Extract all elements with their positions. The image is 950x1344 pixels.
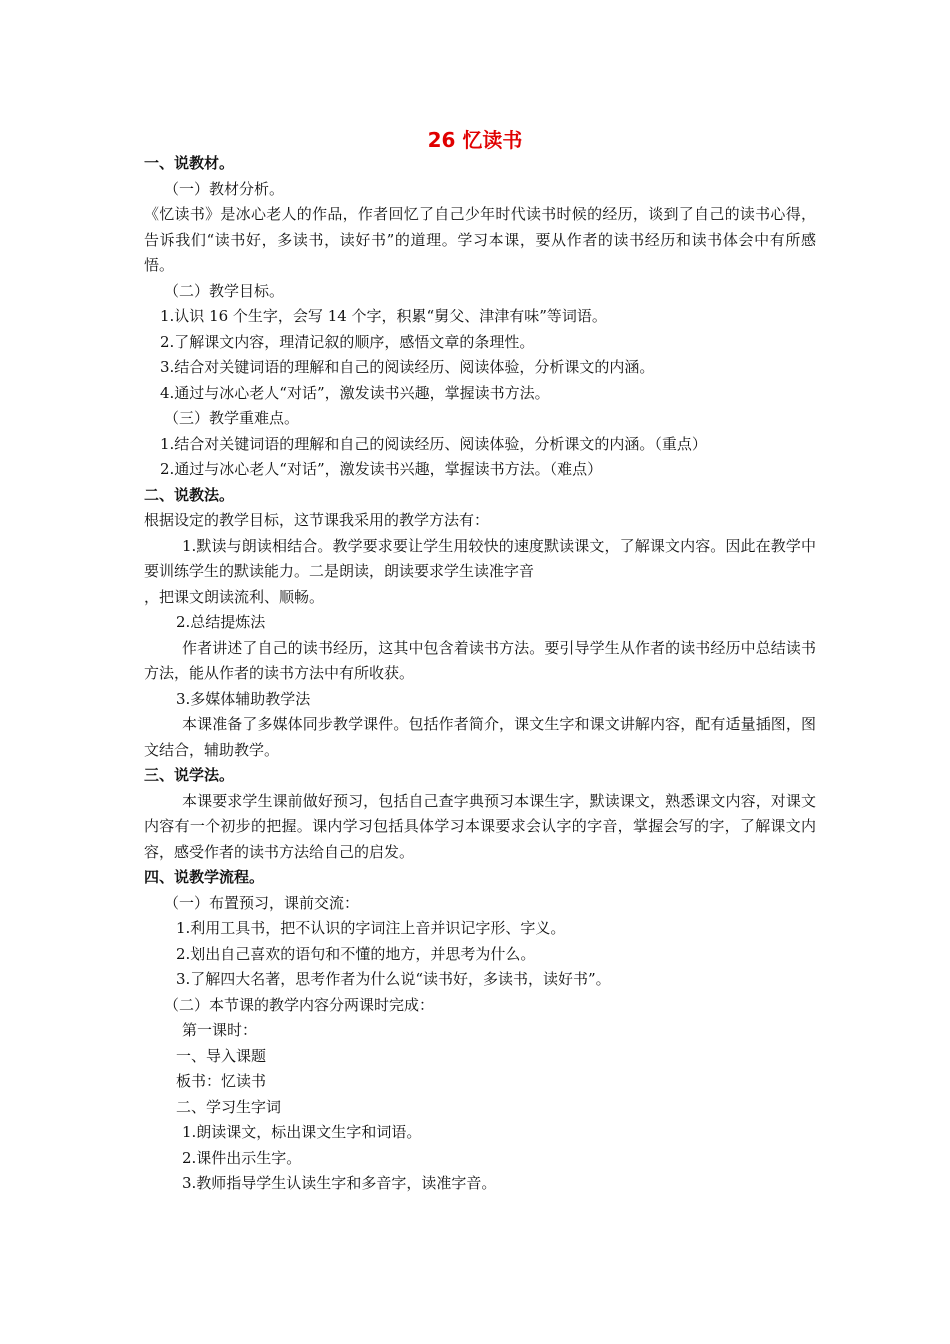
key-point-item: 2.通过与冰心老人“对话”，激发读书兴趣，掌握读书方法。（难点） [160, 460, 603, 478]
subheading-teaching-goals: （二）教学目标。 [164, 281, 285, 300]
goal-item: 1.认识 16 个生字，会写 14 个字，积累“舅父、津津有味”等词语。 [160, 307, 607, 325]
word-step-item: 1.朗读课文，标出课文生字和词语。 [182, 1123, 422, 1141]
section-heading-teaching-material: 一、说教材。 [144, 154, 235, 172]
section-heading-learning-methods: 三、说学法。 [144, 766, 235, 784]
method-3-title: 3.多媒体辅助教学法 [176, 689, 311, 708]
method-3-text: 本课准备了多媒体同步教学课件。包括作者简介，课文生字和课文讲解内容，配有适量插图，图文结合，辅助教学。 [144, 715, 816, 759]
paragraph-material-analysis: 《忆读书》是冰心老人的作品，作者回忆了自己少年时代读书时候的经历，谈到了自己的读书心得，告诉我们“读书好，多读书，读好书”的道理。学习本课，要从作者的读书经历和读书体会中有所感悟。 [144, 205, 816, 274]
preview-item: 3.了解四大名著，思考作者为什么说“读书好，多读书，读好书”。 [176, 970, 611, 988]
word-step-item: 2.课件出示生字。 [182, 1148, 302, 1167]
section-heading-teaching-process: 四、说教学流程。 [144, 868, 265, 886]
goal-item: 2.了解课文内容，理清记叙的顺序，感悟文章的条理性。 [160, 332, 535, 351]
section-heading-teaching-methods: 二、说教法。 [144, 485, 235, 504]
step-introduce-topic: 一、导入课题 [176, 1046, 267, 1065]
method-2-title: 2.总结提炼法 [176, 613, 266, 631]
document-body [144, 151, 816, 1197]
method-1-continuation: ，把课文朗读流利、顺畅。 [144, 587, 325, 606]
document-title: 26 忆读书 [427, 128, 523, 152]
learning-methods-text: 本课要求学生课前做好预习，包括自己查字典预习本课生字，默读课文，熟悉课文内容，对课文内容有一个初步的把握。课内学习包括具体学习本课要求会认字的字音，掌握会写的字，了解课文内容，感受作者的读书方法给自己的启发。 [144, 791, 816, 861]
word-step-item: 3.教师指导学生认读生字和多音字，读准字音。 [182, 1174, 497, 1192]
preview-item: 2.划出自己喜欢的语句和不懂的地方，并思考为什么。 [176, 944, 536, 963]
subheading-key-points: （三）教学重难点。 [164, 409, 300, 427]
step-learn-words: 二、学习生字词 [176, 1097, 282, 1116]
subheading-preview: （一）布置预习，课前交流： [164, 893, 360, 912]
key-point-item: 1.结合对关键词语的理解和自己的阅读经历、阅读体验，分析课文的内涵。（重点） [160, 434, 707, 453]
method-2-text: 作者讲述了自己的读书经历，这其中包含着读书方法。要引导学生从作者的读书经历中总结读书方法，能从作者的读书方法中有所收获。 [144, 638, 816, 682]
preview-item: 1.利用工具书，把不认识的字词注上音并识记字形、字义。 [176, 919, 566, 937]
goal-item: 3.结合对关键词语的理解和自己的阅读经历、阅读体验，分析课文的内涵。 [160, 358, 655, 376]
board-writing: 板书：忆读书 [176, 1072, 267, 1090]
subheading-two-lessons: （二）本节课的教学内容分两课时完成： [164, 995, 435, 1014]
lesson-1-label: 第一课时： [182, 1021, 258, 1039]
subheading-material-analysis: （一）教材分析。 [164, 179, 285, 198]
goal-item: 4.通过与冰心老人“对话”，激发读书兴趣，掌握读书方法。 [160, 383, 550, 402]
methods-intro: 根据设定的教学目标，这节课我采用的教学方法有： [144, 511, 490, 529]
method-1-text: 1.默读与朗读相结合。教学要求要让学生用较快的速度默读课文，了解课文内容。因此在教学中要训练学生的默读能力。二是朗读，朗读要求学生读准字音 [144, 536, 816, 580]
